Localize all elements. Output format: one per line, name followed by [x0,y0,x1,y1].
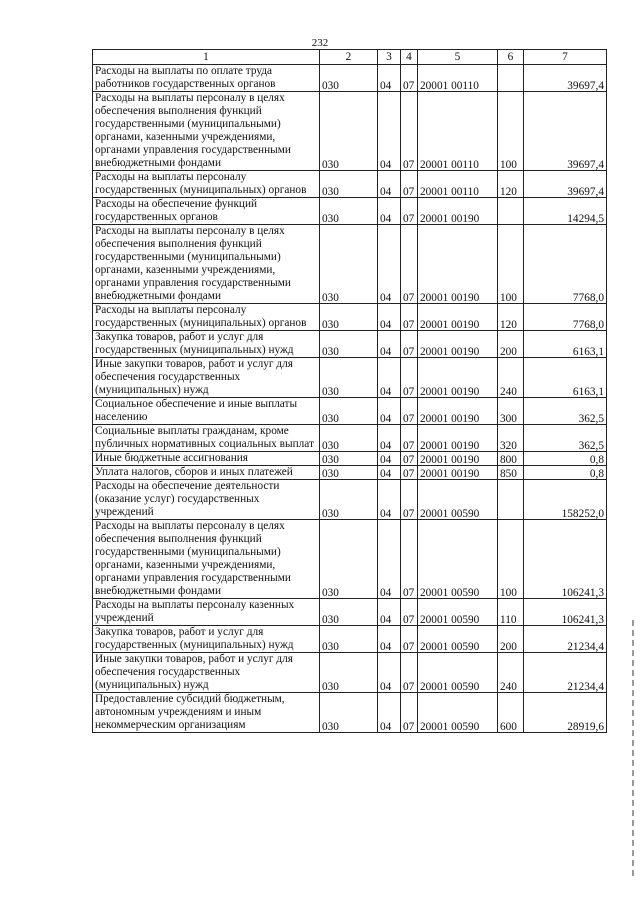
subsection-code [401,452,418,466]
section-code [378,466,401,480]
subsection-code [401,425,418,452]
section-code-value: 04 [380,213,392,225]
expense-type-code [498,693,524,733]
section-code [378,425,401,452]
subsection-code-value: 07 [403,681,415,693]
subsection-code-value: 07 [403,319,415,331]
amount-value: 28919,6 [567,721,604,733]
admin-code-value: 030 [322,386,339,398]
expense-type-code [498,466,524,480]
expense-name: Расходы на выплаты персоналу в целях обеспечения выполнения функций государственными (муниципальными) органами, казенными учреждениями, органами управления государственными внебюджетными фондами [93,92,320,171]
expense-type-code-value: 600 [500,721,517,733]
expense-type-code-value: 100 [500,292,517,304]
expense-type-code-value: 100 [500,159,517,171]
target-article-code [418,599,498,626]
table-row [93,358,607,398]
target-article-code [418,171,498,198]
subsection-code [401,599,418,626]
admin-code [320,65,378,92]
amount-value: 0,8 [589,468,604,480]
amount-value: 0,8 [589,454,604,466]
section-code [378,198,401,225]
expense-type-code [498,65,524,92]
amount [524,425,607,452]
amount [524,520,607,599]
subsection-code-value: 07 [403,413,415,425]
expense-type-code-value: 800 [500,454,517,466]
admin-code-value: 030 [322,319,339,331]
expense-name: Социальное обеспечение и иные выплаты населению [93,398,320,425]
expense-name: Расходы на выплаты персоналу в целях обеспечения выполнения функций государственными (муниципальными) органами, казенными учреждениями, органами управления государственными внебюджетными фондами [93,520,320,599]
section-code [378,626,401,653]
subsection-code [401,92,418,171]
admin-code-value: 030 [322,641,339,653]
table-row [93,520,607,599]
expense-name: Уплата налогов, сборов и иных платежей [93,466,320,480]
subsection-code [401,520,418,599]
subsection-code-value: 07 [403,587,415,599]
amount [524,466,607,480]
expense-type-code [498,520,524,599]
amount [524,693,607,733]
section-code [378,331,401,358]
section-code-value: 04 [380,454,392,466]
amount-value: 21234,4 [567,681,604,693]
subsection-code-value: 07 [403,614,415,626]
admin-code-value: 030 [322,346,339,358]
subsection-code [401,171,418,198]
admin-code [320,198,378,225]
admin-code-value: 030 [322,587,339,599]
target-article-code [418,520,498,599]
target-article-code [418,693,498,733]
admin-code-value: 030 [322,440,339,452]
amount-value: 106241,3 [561,587,604,599]
expense-type-code [498,358,524,398]
section-code [378,171,401,198]
amount [524,304,607,331]
admin-code [320,693,378,733]
target-article-code-value: 20001 00190 [420,413,480,425]
subsection-code-value: 07 [403,386,415,398]
amount [524,398,607,425]
expense-type-code [498,304,524,331]
section-code-value: 04 [380,159,392,171]
expense-name: Расходы на выплаты по оплате труда работников государственных органов [93,65,320,92]
amount [524,225,607,304]
expense-type-code-value: 110 [500,614,517,626]
admin-code [320,331,378,358]
table-row [93,225,607,304]
target-article-code [418,425,498,452]
expense-name: Закупка товаров, работ и услуг для государственных (муниципальных) нужд [93,331,320,358]
target-article-code-value: 20001 00590 [420,721,480,733]
target-article-code-value: 20001 00590 [420,681,480,693]
amount-value: 7768,0 [572,292,604,304]
expense-type-code [498,599,524,626]
amount [524,92,607,171]
amount-value: 6163,1 [572,346,604,358]
budget-table [92,49,607,733]
section-code-value: 04 [380,346,392,358]
admin-code-value: 030 [322,454,339,466]
target-article-code-value: 20001 00190 [420,292,480,304]
target-article-code-value: 20001 00590 [420,587,480,599]
expense-type-code [498,398,524,425]
amount-value: 362,5 [578,440,604,452]
expense-type-code [498,92,524,171]
admin-code [320,304,378,331]
section-code-value: 04 [380,413,392,425]
target-article-code [418,452,498,466]
expense-name: Расходы на выплаты персоналу в целях обеспечения выполнения функций государственными (муниципальными) органами, казенными учреждениями, органами управления государственными внебюджетными фондами [93,225,320,304]
col-header: 7 [524,50,607,65]
expense-name: Расходы на выплаты персоналу казенных учреждений [93,599,320,626]
admin-code-value: 030 [322,292,339,304]
section-code-value: 04 [380,641,392,653]
subsection-code-value: 07 [403,346,415,358]
target-article-code [418,480,498,520]
amount [524,331,607,358]
section-code-value: 04 [380,508,392,520]
table-row [93,480,607,520]
section-code [378,225,401,304]
amount [524,480,607,520]
section-code-value: 04 [380,681,392,693]
subsection-code [401,480,418,520]
section-code-value: 04 [380,319,392,331]
admin-code-value: 030 [322,413,339,425]
header-row [93,50,607,65]
subsection-code-value: 07 [403,440,415,452]
table-row [93,466,607,480]
col-header: 6 [498,50,524,65]
section-code-value: 04 [380,80,392,92]
target-article-code-value: 20001 00190 [420,213,480,225]
admin-code-value: 030 [322,508,339,520]
table-row [93,198,607,225]
amount [524,653,607,693]
admin-code [320,599,378,626]
col-header: 4 [401,50,418,65]
subsection-code-value: 07 [403,721,415,733]
amount-value: 158252,0 [561,508,604,520]
target-article-code-value: 20001 00590 [420,641,480,653]
expense-type-code [498,171,524,198]
section-code-value: 04 [380,186,392,198]
table-row [93,425,607,452]
expense-type-code [498,626,524,653]
subsection-code [401,693,418,733]
expense-type-code [498,653,524,693]
table-row [93,304,607,331]
section-code [378,92,401,171]
target-article-code-value: 20001 00110 [420,159,479,171]
subsection-code [401,358,418,398]
section-code [378,358,401,398]
amount-value: 6163,1 [572,386,604,398]
expense-type-code-value: 850 [500,468,517,480]
target-article-code-value: 20001 00190 [420,386,480,398]
admin-code [320,92,378,171]
admin-code [320,466,378,480]
table-row [93,626,607,653]
target-article-code-value: 20001 00190 [420,346,480,358]
expense-type-code [498,331,524,358]
admin-code-value: 030 [322,159,339,171]
expense-name: Иные бюджетные ассигнования [93,452,320,466]
expense-type-code-value: 300 [500,413,517,425]
amount-value: 21234,4 [567,641,604,653]
col-header: 3 [378,50,401,65]
table-row [93,65,607,92]
target-article-code [418,65,498,92]
target-article-code-value: 20001 00190 [420,468,480,480]
target-article-code [418,398,498,425]
expense-type-code-value: 120 [500,186,517,198]
subsection-code-value: 07 [403,468,415,480]
admin-code [320,520,378,599]
table-row [93,331,607,358]
target-article-code-value: 20001 00190 [420,319,480,331]
target-article-code [418,466,498,480]
admin-code-value: 030 [322,614,339,626]
expense-type-code-value: 200 [500,346,517,358]
admin-code-value: 030 [322,468,339,480]
expense-name: Расходы на обеспечение функций государственных органов [93,198,320,225]
target-article-code-value: 20001 00190 [420,440,480,452]
section-code-value: 04 [380,587,392,599]
target-article-code [418,198,498,225]
admin-code [320,653,378,693]
table-row [93,599,607,626]
expense-type-code-value: 120 [500,319,517,331]
amount-value: 106241,3 [561,614,604,626]
expense-type-code-value: 200 [500,641,517,653]
section-code [378,599,401,626]
subsection-code-value: 07 [403,508,415,520]
admin-code-value: 030 [322,681,339,693]
subsection-code-value: 07 [403,213,415,225]
section-code-value: 04 [380,386,392,398]
amount [524,452,607,466]
section-code [378,452,401,466]
amount [524,65,607,92]
expense-name: Социальные выплаты гражданам, кроме публичных нормативных социальных выплат [93,425,320,452]
target-article-code-value: 20001 00190 [420,454,480,466]
subsection-code [401,466,418,480]
target-article-code [418,225,498,304]
target-article-code [418,358,498,398]
section-code [378,693,401,733]
admin-code [320,452,378,466]
table-row [93,171,607,198]
expense-type-code [498,480,524,520]
admin-code-value: 030 [322,80,339,92]
target-article-code-value: 20001 00110 [420,80,479,92]
amount-value: 39697,4 [567,159,604,171]
amount [524,198,607,225]
admin-code-value: 030 [322,721,339,733]
section-code [378,304,401,331]
amount-value: 14294,5 [567,213,604,225]
amount [524,626,607,653]
section-code [378,480,401,520]
subsection-code [401,626,418,653]
target-article-code [418,92,498,171]
amount-value: 39697,4 [567,80,604,92]
expense-type-code-value: 240 [500,681,517,693]
expense-type-code-value: 100 [500,587,517,599]
target-article-code [418,626,498,653]
expense-name: Расходы на выплаты персоналу государственных (муниципальных) органов [93,304,320,331]
section-code [378,520,401,599]
expense-type-code-value: 240 [500,386,517,398]
amount-value: 39697,4 [567,186,604,198]
section-code [378,65,401,92]
expense-type-code [498,425,524,452]
subsection-code-value: 07 [403,454,415,466]
amount-value: 7768,0 [572,319,604,331]
amount [524,171,607,198]
amount-value: 362,5 [578,413,604,425]
admin-code [320,225,378,304]
table-row [93,398,607,425]
amount [524,358,607,398]
expense-name: Иные закупки товаров, работ и услуг для обеспечения государственных (муниципальных) нужд [93,358,320,398]
col-header: 2 [320,50,378,65]
admin-code [320,480,378,520]
table-row [93,693,607,733]
target-article-code [418,304,498,331]
expense-type-code [498,225,524,304]
subsection-code-value: 07 [403,186,415,198]
expense-name: Расходы на обеспечение деятельности (оказание услуг) государственных учреждений [93,480,320,520]
subsection-code [401,198,418,225]
expense-name: Расходы на выплаты персоналу государственных (муниципальных) органов [93,171,320,198]
section-code-value: 04 [380,721,392,733]
section-code-value: 04 [380,440,392,452]
section-code-value: 04 [380,292,392,304]
admin-code-value: 030 [322,186,339,198]
table-row [93,653,607,693]
expense-type-code [498,198,524,225]
table-row [93,452,607,466]
target-article-code [418,331,498,358]
admin-code [320,358,378,398]
subsection-code [401,225,418,304]
col-header: 5 [418,50,498,65]
admin-code [320,626,378,653]
expense-type-code-value: 320 [500,440,517,452]
admin-code-value: 030 [322,213,339,225]
subsection-code-value: 07 [403,292,415,304]
admin-code [320,425,378,452]
subsection-code [401,304,418,331]
subsection-code-value: 07 [403,80,415,92]
expense-name: Иные закупки товаров, работ и услуг для обеспечения государственных (муниципальных) нужд [93,653,320,693]
target-article-code-value: 20001 00590 [420,614,480,626]
subsection-code [401,331,418,358]
subsection-code [401,65,418,92]
col-header: 1 [93,50,320,65]
section-code-value: 04 [380,614,392,626]
expense-name: Предоставление субсидий бюджетным, автономным учреждениям и иным некоммерческим организациям [93,693,320,733]
page-number: 232 [311,37,329,49]
admin-code [320,171,378,198]
target-article-code [418,653,498,693]
section-code [378,653,401,693]
admin-code [320,398,378,425]
expense-type-code [498,452,524,466]
section-code [378,398,401,425]
table-row [93,92,607,171]
target-article-code-value: 20001 00110 [420,186,479,198]
subsection-code-value: 07 [403,641,415,653]
expense-name: Закупка товаров, работ и услуг для государственных (муниципальных) нужд [93,626,320,653]
target-article-code-value: 20001 00590 [420,508,480,520]
subsection-code-value: 07 [403,159,415,171]
subsection-code [401,398,418,425]
section-code-value: 04 [380,468,392,480]
subsection-code [401,653,418,693]
amount [524,599,607,626]
scan-edge-mark [632,620,634,880]
